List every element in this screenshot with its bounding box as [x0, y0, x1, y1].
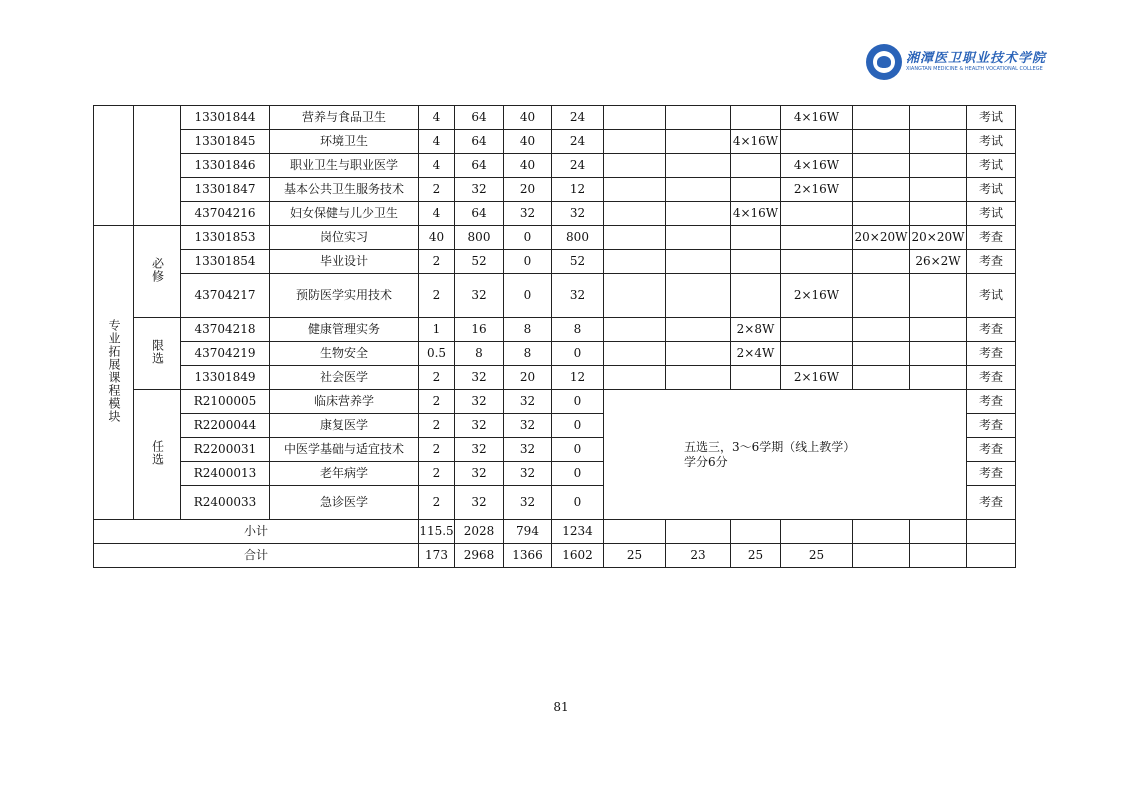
assessment-type: 考查 [967, 390, 1016, 414]
theory-hours: 32 [504, 414, 552, 438]
subtotal-empty-cell [604, 520, 666, 544]
table-row [94, 154, 1016, 178]
practice-hours: 0 [552, 342, 604, 366]
theory-hours: 32 [504, 486, 552, 520]
assessment-type: 考查 [967, 486, 1016, 520]
credit: 1 [419, 318, 455, 342]
semester-1-cell [604, 154, 666, 178]
assessment-type: 考试 [967, 202, 1016, 226]
semester-5-cell [853, 274, 910, 318]
table-row [94, 366, 1016, 390]
assessment-type: 考查 [967, 414, 1016, 438]
semester-1-cell [604, 226, 666, 250]
semester-3-cell [731, 250, 781, 274]
college-emblem-icon [866, 44, 902, 80]
grand-total-s6 [910, 544, 967, 568]
logo-chinese-name: 湘潭医卫职业技术学院 [906, 51, 1047, 66]
module-label [94, 226, 134, 520]
subtotal-empty-cell [731, 520, 781, 544]
semester-2-cell [666, 342, 731, 366]
total-hours: 16 [455, 318, 504, 342]
practice-hours: 0 [552, 438, 604, 462]
semester-2-cell [666, 226, 731, 250]
practice-hours: 24 [552, 106, 604, 130]
course-name: 职业卫生与职业医学 [270, 154, 419, 178]
semester-6-cell [910, 106, 967, 130]
semester-5-cell [853, 366, 910, 390]
subtotal-label: 小计 [94, 520, 419, 544]
grand-total-s5 [853, 544, 910, 568]
theory-hours: 40 [504, 154, 552, 178]
assessment-type: 考试 [967, 154, 1016, 178]
grand-total-s2: 23 [666, 544, 731, 568]
course-code: R2100005 [181, 390, 270, 414]
course-code: R2400013 [181, 462, 270, 486]
course-name: 基本公共卫生服务技术 [270, 178, 419, 202]
table-row [94, 274, 1016, 318]
subtotal-row [94, 520, 1016, 544]
assessment-type: 考查 [967, 438, 1016, 462]
semester-4-cell [781, 342, 853, 366]
semester-5-cell [853, 342, 910, 366]
semester-3-cell [731, 106, 781, 130]
course-name: 环境卫生 [270, 130, 419, 154]
semester-2-cell [666, 366, 731, 390]
group-optional-text: 任选 [150, 440, 165, 466]
grand-total-practice: 1602 [552, 544, 604, 568]
theory-hours: 20 [504, 178, 552, 202]
semester-5-cell [853, 154, 910, 178]
semester-5-cell [853, 106, 910, 130]
course-code: 13301846 [181, 154, 270, 178]
semester-5-cell: 20×20W [853, 226, 910, 250]
table-row [94, 342, 1016, 366]
subtotal-total: 2028 [455, 520, 504, 544]
semester-3-cell: 4×16W [731, 202, 781, 226]
semester-3-cell [731, 178, 781, 202]
course-code: 43704216 [181, 202, 270, 226]
course-code: 13301845 [181, 130, 270, 154]
group-label-required [134, 226, 181, 318]
course-code: 43704218 [181, 318, 270, 342]
practice-hours: 12 [552, 178, 604, 202]
theory-hours: 40 [504, 130, 552, 154]
semester-5-cell [853, 318, 910, 342]
course-name: 康复医学 [270, 414, 419, 438]
table-row [94, 130, 1016, 154]
semester-4-cell [781, 226, 853, 250]
practice-hours: 800 [552, 226, 604, 250]
semester-2-cell [666, 178, 731, 202]
semester-3-cell [731, 366, 781, 390]
credit: 2 [419, 462, 455, 486]
semester-1-cell [604, 318, 666, 342]
total-hours: 800 [455, 226, 504, 250]
semester-6-cell [910, 178, 967, 202]
semester-3-cell: 4×16W [731, 130, 781, 154]
course-code: R2200031 [181, 438, 270, 462]
total-hours: 32 [455, 486, 504, 520]
subtotal-credit: 115.5 [419, 520, 455, 544]
grand-total-empty-cell [967, 544, 1016, 568]
practice-hours: 0 [552, 462, 604, 486]
course-code: 43704219 [181, 342, 270, 366]
subtotal-empty-cell [967, 520, 1016, 544]
credit: 2 [419, 486, 455, 520]
credit: 2 [419, 250, 455, 274]
practice-hours: 32 [552, 202, 604, 226]
practice-hours: 52 [552, 250, 604, 274]
theory-hours: 8 [504, 342, 552, 366]
semester-4-cell [781, 202, 853, 226]
credit: 0.5 [419, 342, 455, 366]
assessment-type: 考试 [967, 274, 1016, 318]
credit: 2 [419, 390, 455, 414]
semester-6-cell: 26×2W [910, 250, 967, 274]
course-name: 健康管理实务 [270, 318, 419, 342]
semester-3-cell: 2×4W [731, 342, 781, 366]
grand-total-credit: 173 [419, 544, 455, 568]
credit: 2 [419, 414, 455, 438]
semester-3-cell [731, 226, 781, 250]
credit: 4 [419, 106, 455, 130]
subtotal-empty-cell [910, 520, 967, 544]
credit: 2 [419, 366, 455, 390]
group-cell-blank [134, 106, 181, 226]
course-name: 妇女保健与儿少卫生 [270, 202, 419, 226]
semester-1-cell [604, 366, 666, 390]
page-number: 81 [553, 700, 569, 714]
credit: 4 [419, 202, 455, 226]
table-row [94, 250, 1016, 274]
practice-hours: 32 [552, 274, 604, 318]
course-name: 生物安全 [270, 342, 419, 366]
course-name: 临床营养学 [270, 390, 419, 414]
credit: 40 [419, 226, 455, 250]
practice-hours: 0 [552, 486, 604, 520]
semester-5-cell [853, 250, 910, 274]
total-hours: 32 [455, 274, 504, 318]
total-hours: 52 [455, 250, 504, 274]
course-name: 岗位实习 [270, 226, 419, 250]
semester-2-cell [666, 202, 731, 226]
table-row [94, 178, 1016, 202]
total-hours: 8 [455, 342, 504, 366]
credit: 4 [419, 130, 455, 154]
course-code: 13301854 [181, 250, 270, 274]
theory-hours: 32 [504, 202, 552, 226]
module-label-text: 专业拓展课程模块 [107, 319, 121, 423]
course-name: 社会医学 [270, 366, 419, 390]
course-name: 营养与食品卫生 [270, 106, 419, 130]
total-hours: 64 [455, 130, 504, 154]
total-hours: 32 [455, 438, 504, 462]
semester-4-cell: 2×16W [781, 366, 853, 390]
assessment-type: 考查 [967, 342, 1016, 366]
college-logo [866, 44, 1047, 84]
course-code: 43704217 [181, 274, 270, 318]
grand-total-total: 2968 [455, 544, 504, 568]
semester-6-cell [910, 342, 967, 366]
semester-2-cell [666, 106, 731, 130]
course-code: 13301844 [181, 106, 270, 130]
course-code: 13301847 [181, 178, 270, 202]
subtotal-empty-cell [853, 520, 910, 544]
semester-3-cell [731, 274, 781, 318]
semester-1-cell [604, 178, 666, 202]
total-hours: 32 [455, 462, 504, 486]
semester-6-cell [910, 274, 967, 318]
assessment-type: 考试 [967, 130, 1016, 154]
credit: 2 [419, 274, 455, 318]
total-hours: 64 [455, 106, 504, 130]
semester-1-cell [604, 250, 666, 274]
grand-total-s3: 25 [731, 544, 781, 568]
semester-1-cell [604, 106, 666, 130]
table-row [94, 202, 1016, 226]
course-code: 13301853 [181, 226, 270, 250]
semester-1-cell [604, 274, 666, 318]
module-cell-blank [94, 106, 134, 226]
theory-hours: 32 [504, 462, 552, 486]
credit: 2 [419, 438, 455, 462]
semester-5-cell [853, 130, 910, 154]
total-hours: 32 [455, 414, 504, 438]
theory-hours: 0 [504, 250, 552, 274]
table-row [94, 226, 1016, 250]
semester-5-cell [853, 202, 910, 226]
practice-hours: 24 [552, 154, 604, 178]
practice-hours: 0 [552, 414, 604, 438]
semester-6-cell [910, 318, 967, 342]
theory-hours: 20 [504, 366, 552, 390]
theory-hours: 8 [504, 318, 552, 342]
grand-total-s1: 25 [604, 544, 666, 568]
course-name: 急诊医学 [270, 486, 419, 520]
semester-2-cell [666, 274, 731, 318]
course-name: 中医学基础与适宜技术 [270, 438, 419, 462]
semester-6-cell [910, 130, 967, 154]
group-limited-text: 限选 [150, 339, 165, 365]
total-hours: 32 [455, 366, 504, 390]
semester-3-cell [731, 154, 781, 178]
course-code: 13301849 [181, 366, 270, 390]
total-hours: 64 [455, 154, 504, 178]
grand-total-row [94, 544, 1016, 568]
semester-4-cell: 2×16W [781, 274, 853, 318]
grand-total-theory: 1366 [504, 544, 552, 568]
practice-hours: 8 [552, 318, 604, 342]
table-row [94, 318, 1016, 342]
elective-note [604, 390, 967, 520]
theory-hours: 32 [504, 438, 552, 462]
group-label-optional [134, 390, 181, 520]
semester-6-cell [910, 202, 967, 226]
subtotal-theory: 794 [504, 520, 552, 544]
elective-note-line1: 五选三，3～6学期（线上教学） [684, 439, 856, 454]
semester-2-cell [666, 250, 731, 274]
semester-6-cell [910, 366, 967, 390]
assessment-type: 考查 [967, 366, 1016, 390]
theory-hours: 40 [504, 106, 552, 130]
semester-2-cell [666, 318, 731, 342]
total-hours: 32 [455, 178, 504, 202]
total-hours: 32 [455, 390, 504, 414]
group-label-limited [134, 318, 181, 390]
semester-6-cell [910, 154, 967, 178]
semester-6-cell: 20×20W [910, 226, 967, 250]
semester-4-cell [781, 318, 853, 342]
course-name: 预防医学实用技术 [270, 274, 419, 318]
semester-3-cell: 2×8W [731, 318, 781, 342]
semester-1-cell [604, 130, 666, 154]
practice-hours: 12 [552, 366, 604, 390]
theory-hours: 0 [504, 274, 552, 318]
assessment-type: 考试 [967, 106, 1016, 130]
subtotal-practice: 1234 [552, 520, 604, 544]
elective-note-line2: 学分6分 [684, 454, 728, 469]
group-required-text: 必修 [150, 257, 165, 283]
course-code: R2200044 [181, 414, 270, 438]
practice-hours: 0 [552, 390, 604, 414]
credit: 4 [419, 154, 455, 178]
grand-total-label: 合计 [94, 544, 419, 568]
course-name: 老年病学 [270, 462, 419, 486]
semester-4-cell [781, 250, 853, 274]
course-name: 毕业设计 [270, 250, 419, 274]
logo-english-name: XIANGTAN MEDICINE & HEALTH VOCATIONAL COLLEGE [906, 66, 1043, 72]
practice-hours: 24 [552, 130, 604, 154]
semester-2-cell [666, 154, 731, 178]
semester-4-cell: 4×16W [781, 154, 853, 178]
semester-1-cell [604, 202, 666, 226]
assessment-type: 考查 [967, 318, 1016, 342]
table-row [94, 390, 1016, 414]
credit: 2 [419, 178, 455, 202]
subtotal-empty-cell [666, 520, 731, 544]
assessment-type: 考查 [967, 462, 1016, 486]
semester-1-cell [604, 342, 666, 366]
theory-hours: 0 [504, 226, 552, 250]
semester-2-cell [666, 130, 731, 154]
course-schedule-table [93, 105, 1016, 568]
assessment-type: 考查 [967, 226, 1016, 250]
theory-hours: 32 [504, 390, 552, 414]
semester-4-cell: 4×16W [781, 106, 853, 130]
subtotal-empty-cell [781, 520, 853, 544]
table-row [94, 106, 1016, 130]
course-code: R2400033 [181, 486, 270, 520]
semester-4-cell: 2×16W [781, 178, 853, 202]
assessment-type: 考查 [967, 250, 1016, 274]
semester-4-cell [781, 130, 853, 154]
semester-5-cell [853, 178, 910, 202]
grand-total-s4: 25 [781, 544, 853, 568]
total-hours: 64 [455, 202, 504, 226]
assessment-type: 考试 [967, 178, 1016, 202]
